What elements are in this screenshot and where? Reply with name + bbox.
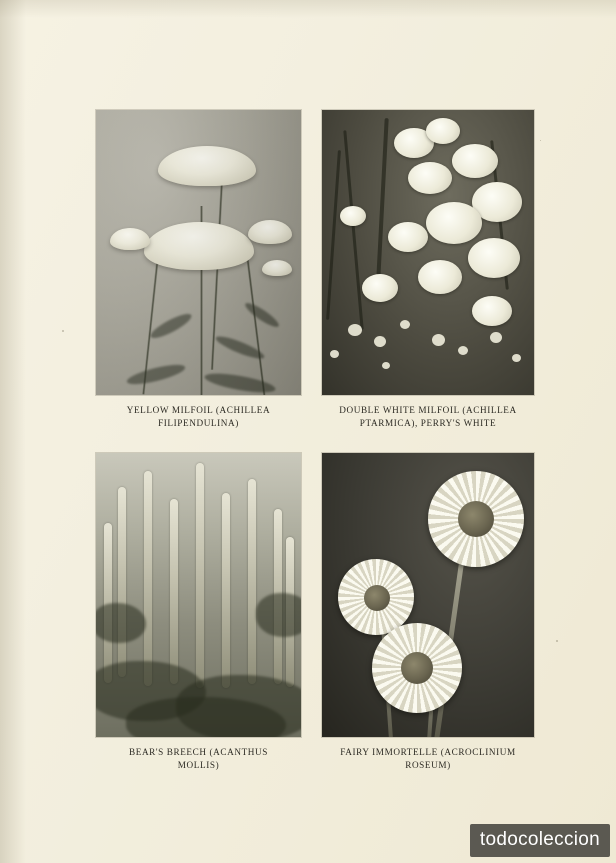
floret: [348, 324, 362, 336]
paper-speck: [62, 330, 64, 332]
grass-blade: [326, 150, 341, 320]
flower-cluster: [362, 274, 398, 302]
figure-bears-breech: [96, 453, 301, 773]
caption-bears-breech: [96, 746, 301, 773]
caption-line-2: FILIPENDULINA): [158, 418, 239, 429]
flower-cluster: [388, 222, 428, 252]
caption-line-1: DOUBLE WHITE MILFOIL (ACHILLEA: [339, 405, 517, 415]
flower-head: [110, 228, 150, 250]
figure-double-white-milfoil: [322, 110, 534, 431]
flower-disc: [458, 501, 494, 537]
foliage: [256, 593, 301, 637]
flower-cluster: [426, 118, 460, 144]
flower-spike: [222, 493, 230, 688]
floret: [458, 346, 468, 355]
paper-speck: [556, 640, 558, 642]
plate-row-top: [96, 110, 534, 431]
flower-cluster: [468, 238, 520, 278]
caption-line-1: BEAR'S BREECH (ACANTHUS: [129, 746, 268, 757]
paper-speck: [540, 140, 541, 141]
foliage: [148, 310, 194, 342]
flower-head: [158, 146, 256, 186]
flower-cluster: [426, 202, 482, 244]
flower-spike: [170, 499, 178, 684]
watermark-text: todocoleccion: [479, 829, 600, 850]
plate-grid: [96, 110, 534, 772]
flower-cluster: [408, 162, 452, 194]
photo-double-white-milfoil: [322, 110, 534, 395]
floret: [490, 332, 502, 343]
photo-bears-breech: [96, 453, 301, 737]
figure-fairy-immortelle: [322, 453, 534, 773]
flower-disc: [364, 585, 390, 611]
flower-head: [262, 260, 292, 276]
flower-cluster: [452, 144, 498, 178]
floret: [374, 336, 386, 347]
flower-cluster: [472, 296, 512, 326]
flower-head: [248, 220, 292, 244]
flower-disc: [401, 652, 433, 684]
plate-row-bottom: [96, 453, 534, 773]
flower-spike: [118, 487, 126, 677]
caption-yellow-milfoil: [96, 404, 301, 431]
figure-yellow-milfoil: [96, 110, 301, 431]
floret: [382, 362, 390, 369]
flower-head: [372, 623, 462, 713]
flower-spike: [248, 479, 256, 684]
flower-cluster: [340, 206, 366, 226]
photo-fairy-immortelle: [322, 453, 534, 737]
flower-cluster: [418, 260, 462, 294]
floret: [432, 334, 445, 346]
watermark: [470, 824, 610, 857]
flower-spike: [196, 463, 204, 688]
flower-stem: [200, 206, 203, 395]
caption-line-2: MOLLIS): [177, 760, 220, 771]
caption-fairy-immortelle: [322, 746, 534, 773]
page-top-shadow: [0, 0, 616, 18]
flower-head: [428, 471, 524, 567]
caption-double-white-milfoil: [322, 404, 534, 431]
foliage: [203, 370, 276, 395]
floret: [330, 350, 339, 358]
flower-head: [144, 222, 254, 270]
caption-line-1: YELLOW MILFOIL (ACHILLEA: [126, 405, 271, 415]
foliage: [96, 603, 146, 643]
caption-line-1: FAIRY IMMORTELLE (ACROCLINIUM: [340, 746, 516, 757]
floret: [512, 354, 521, 362]
caption-line-2: ROSEUM): [405, 760, 451, 771]
foliage: [243, 300, 282, 331]
flower-stem: [246, 258, 266, 395]
photo-yellow-milfoil: [96, 110, 301, 395]
foliage: [125, 361, 186, 388]
foliage: [214, 333, 266, 363]
floret: [400, 320, 410, 329]
flower-spike: [144, 471, 152, 686]
flower-stem: [211, 170, 224, 370]
grass-blade: [375, 118, 388, 298]
page-gutter-shadow: [0, 0, 26, 863]
grass-blade: [343, 130, 363, 330]
flower-stem: [142, 260, 159, 395]
caption-line-2: PTARMICA), PERRY'S WHITE: [359, 418, 497, 429]
